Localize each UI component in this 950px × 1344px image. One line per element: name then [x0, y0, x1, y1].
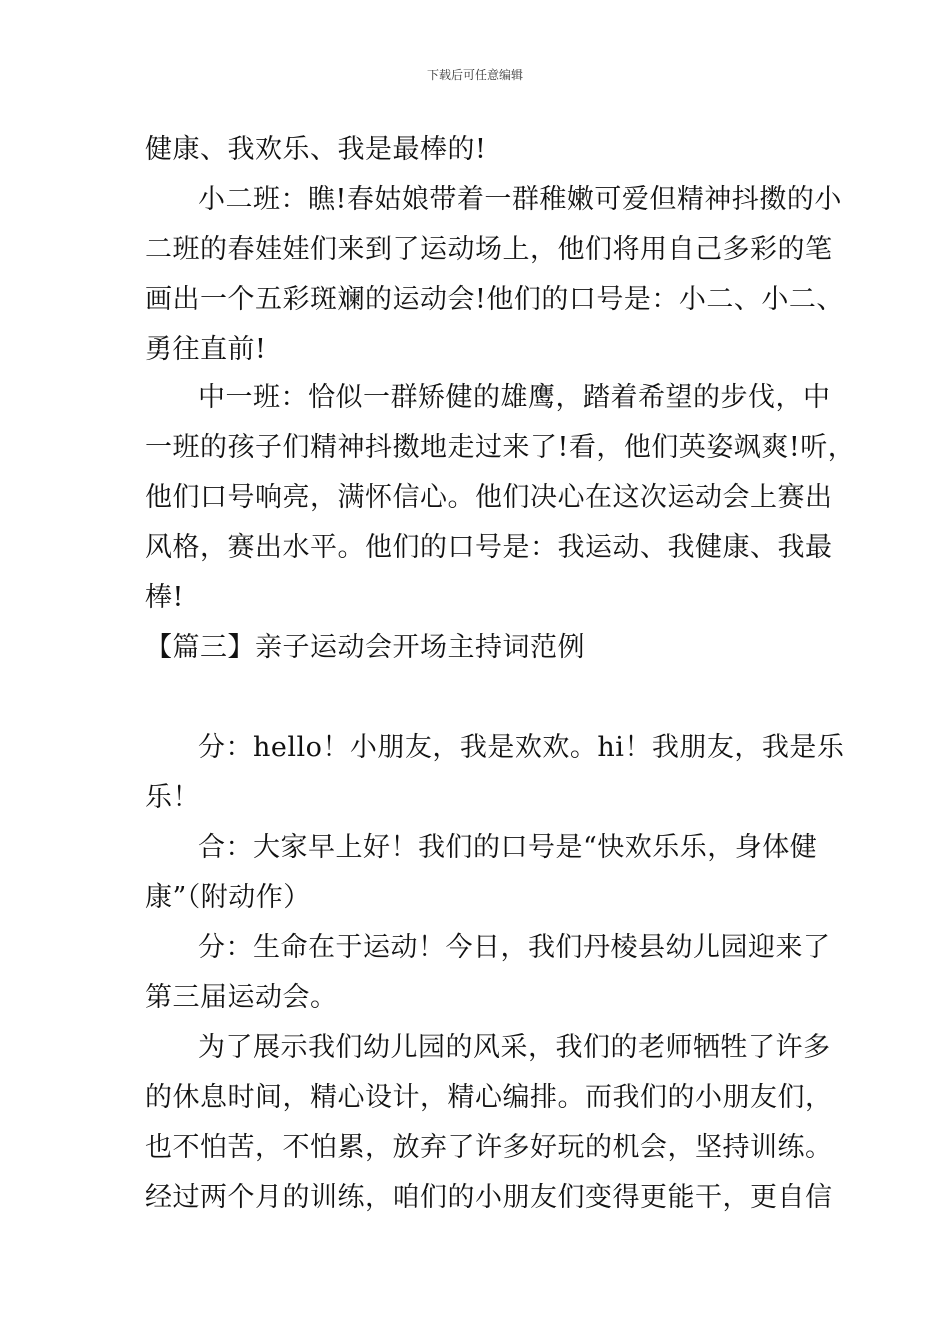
text-line: 也不怕苦，不怕累，放弃了许多好玩的机会，坚持训练。 [145, 1132, 833, 1163]
text-line: 二班的春娃娃们来到了运动场上，他们将用自己多彩的笔 [145, 234, 833, 265]
section-heading: 【篇三】亲子运动会开场主持词范例 [145, 632, 585, 663]
text-line: 康”（附动作） [145, 882, 311, 913]
text-line: 一班的孩子们精神抖擞地走过来了!看，他们英姿飒爽!听， [145, 432, 856, 463]
text-line: 的休息时间，精心设计，精心编排。而我们的小朋友们， [145, 1082, 833, 1113]
text-line: 画出一个五彩斑斓的运动会!他们的口号是：小二、小二、 [145, 284, 844, 315]
text-line: 勇往直前! [145, 334, 267, 365]
text-line: 为了展示我们幼儿园的风采，我们的老师牺牲了许多 [198, 1032, 831, 1063]
text-line: 第三届运动会。 [145, 982, 338, 1013]
text-line: 分：生命在于运动！今日，我们丹棱县幼儿园迎来了 [198, 932, 831, 963]
text-line: 健康、我欢乐、我是最棒的! [145, 134, 487, 165]
text-line: 风格，赛出水平。他们的口号是：我运动、我健康、我最 [145, 532, 833, 563]
text-line: 他们口号响亮，满怀信心。他们决心在这次运动会上赛出 [145, 482, 833, 513]
text-line: 分：hello！小朋友，我是欢欢。hi！我朋友，我是乐 [198, 732, 845, 763]
page-header: 下载后可任意编辑 [426, 68, 523, 82]
text-line: 经过两个月的训练，咱们的小朋友们变得更能干，更自信 [145, 1182, 833, 1213]
text-line: 小二班：瞧!春姑娘带着一群稚嫩可爱但精神抖擞的小 [198, 184, 842, 215]
text-line: 乐！ [145, 782, 200, 813]
text-line: 中一班：恰似一群矫健的雄鹰，踏着希望的步伐，中 [198, 382, 831, 413]
text-line: 合：大家早上好！我们的口号是“快欢乐乐，身体健 [198, 832, 818, 863]
text-line: 棒! [145, 582, 184, 613]
